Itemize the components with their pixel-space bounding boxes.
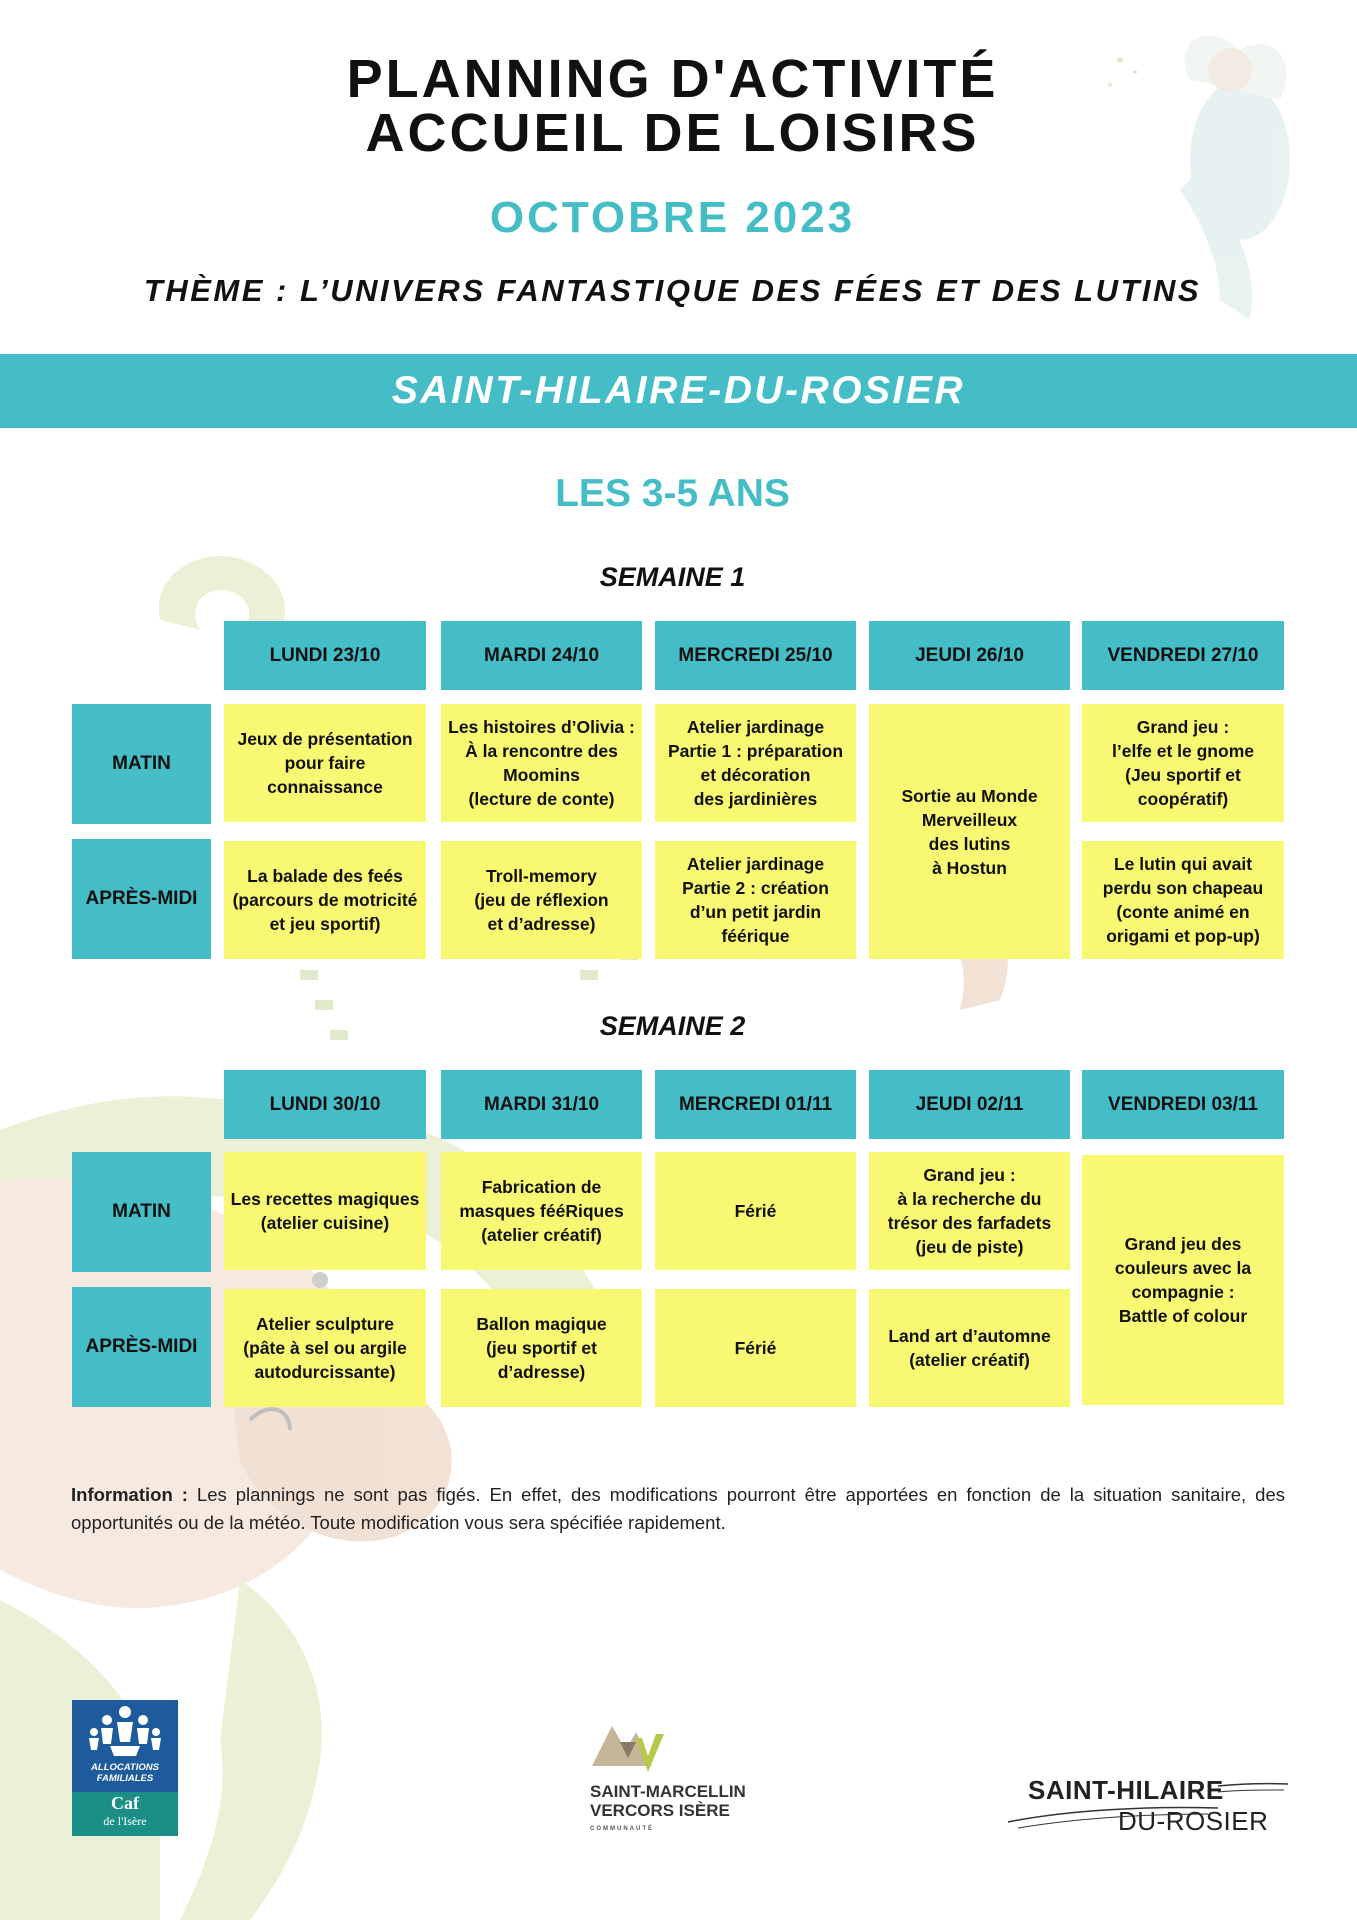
activity-cell-afternoon: Troll-memory (jeu de réflexion et d’adresse) [441,841,642,959]
week-2-title: SEMAINE 2 [599,1011,746,1041]
day-header: MARDI 31/10 [441,1070,642,1139]
day-header: VENDREDI 03/11 [1082,1070,1284,1139]
caf-name: Caf [111,1793,139,1813]
activity-cell-afternoon: Ballon magique (jeu sportif et d’adresse) [441,1289,642,1407]
age-group-heading: LES 3-5 ANS [555,472,790,515]
activity-cell-afternoon: La balade des feés (parcours de motricité et jeu sportif) [224,841,426,959]
title-line-2: ACCUEIL DE LOISIRS [365,103,980,163]
activity-cell-afternoon: Atelier sculpture (pâte à sel ou argile autodurcissante) [224,1289,426,1407]
shr-logo-line-2: DU-ROSIER [1118,1806,1269,1836]
day-header: MARDI 24/10 [441,621,642,690]
information-text: Les plannings ne sont pas figés. En effet, des modifications pourront être apportées en fonction de la situation sanitaire, des opportunités ou de la météo. Toute modification vous sera spécifiée rapidement. [71,1484,1285,1533]
activity-cell-afternoon: Land art d’automne (atelier créatif) [869,1289,1070,1407]
row-label-morning: MATIN [72,704,211,824]
smv-line-2: VERCORS ISÈRE [590,1801,730,1820]
week-1-title: SEMAINE 1 [599,562,746,592]
smv-sub: COMMUNAUTÉ [590,1826,654,1832]
theme-heading: THÈME : L’UNIVERS FANTASTIQUE DES FÉES ET DES LUTINS [143,273,1202,308]
caf-bottom [72,1792,178,1836]
activity-cell-morning: Fabrication de masques fééRiques (atelier créatif) [441,1152,642,1270]
location-name: SAINT-HILAIRE-DU-ROSIER [391,369,966,412]
caf-logo [72,1700,178,1836]
activity-cell-afternoon: Le lutin qui avait perdu son chapeau (conte animé en origami et pop-up) [1082,841,1284,959]
day-header: LUNDI 30/10 [224,1070,426,1139]
activity-cell-full-day: Grand jeu des couleurs avec la compagnie : Battle of colour [1082,1155,1284,1405]
activity-cell-afternoon: Férié [655,1289,856,1407]
activity-cell-afternoon: Atelier jardinage Partie 2 : création d’un petit jardin féérique [655,841,856,959]
caf-family-icon [72,1700,178,1762]
smv-logo-text [590,1782,780,1839]
row-label-afternoon: APRÈS-MIDI [72,839,211,959]
caf-region: de l'Isère [103,1814,147,1828]
shr-logo-line-1: SAINT-HILAIRE [1028,1775,1224,1805]
caf-alloc-text [72,1762,178,1784]
smv-line-1: SAINT-MARCELLIN [590,1782,746,1801]
smv-mountain-icon [590,1712,680,1778]
day-header: VENDREDI 27/10 [1082,621,1284,690]
day-header: MERCREDI 25/10 [655,621,856,690]
activity-cell-full-day: Sortie au Monde Merveilleux des lutins à Hostun [869,704,1070,959]
row-label-morning: MATIN [72,1152,211,1272]
information-label: Information : [71,1484,188,1505]
title-line-1: PLANNING D'ACTIVITÉ [346,49,999,109]
caf-line-2: FAMILIALES [96,1773,154,1784]
activity-cell-morning: Grand jeu : à la recherche du trésor des farfadets (jeu de piste) [869,1152,1070,1270]
day-header: JEUDI 26/10 [869,621,1070,690]
activity-cell-morning: Jeux de présentation pour faire connaissance [224,704,426,822]
activity-cell-morning: Atelier jardinage Partie 1 : préparation et décoration des jardinières [655,704,856,822]
activity-cell-morning: Les histoires d’Olivia : À la rencontre des Moomins (lecture de conte) [441,704,642,822]
location-banner [0,354,1357,428]
activity-cell-morning: Les recettes magiques (atelier cuisine) [224,1152,426,1270]
day-header: LUNDI 23/10 [224,621,426,690]
day-header: MERCREDI 01/11 [655,1070,856,1139]
information-note [71,1481,1285,1537]
activity-cell-morning: Grand jeu : l’elfe et le gnome (Jeu sportif et coopératif) [1082,704,1284,822]
month-heading: OCTOBRE 2023 [489,193,856,242]
shr-swoosh-icon [1008,1780,1290,1840]
row-label-afternoon: APRÈS-MIDI [72,1287,211,1407]
caf-line-1: ALLOCATIONS [91,1762,159,1773]
day-header: JEUDI 02/11 [869,1070,1070,1139]
activity-cell-morning: Férié [655,1152,856,1270]
page-title [0,49,1345,163]
